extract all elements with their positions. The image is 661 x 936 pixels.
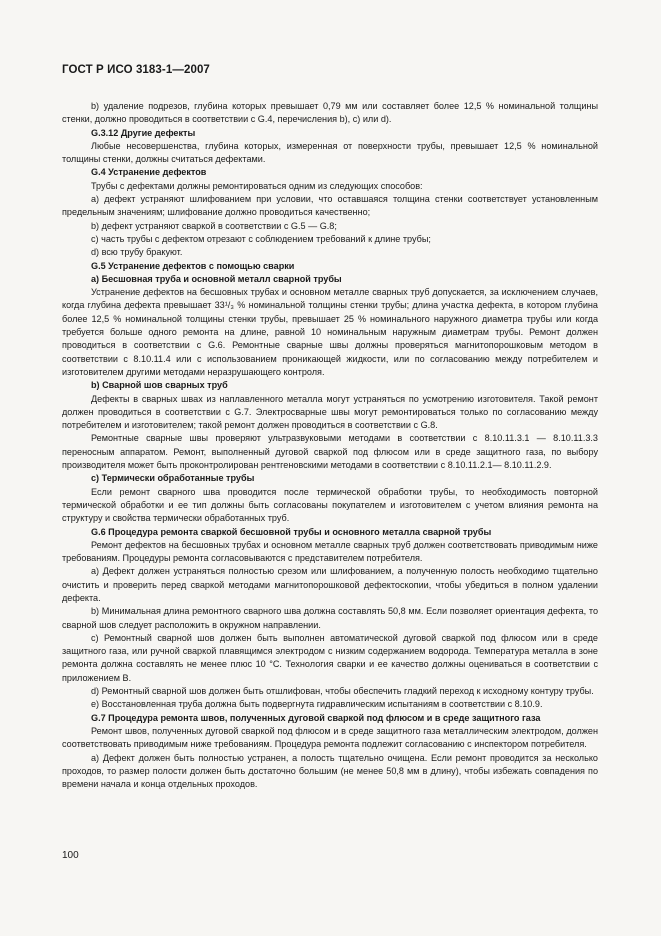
paragraph: b) удаление подрезов, глубина которых превышает 0,79 мм или составляет более 12,5 % номинальной толщины стенки, должно проводиться в соответствии с G.4, перечисления b), c) или d).	[62, 101, 598, 125]
section-heading: b) Сварной шов сварных труб	[91, 380, 228, 391]
paragraph: a) Дефект должен быть полностью устранен, а полость тщательно очищена. Если ремонт проводится за несколько проходов, то размер полости должен быть достаточно большим (не менее 50,8 мм в длину), чтобы избежать совпадения по времени начала и конца отдельных проходов.	[62, 752, 598, 790]
page-number: 100	[62, 850, 79, 861]
paragraph: Трубы с дефектами должны ремонтироваться одним из следующих способов:	[91, 180, 423, 191]
paragraph: Если ремонт сварного шва проводится после термической обработки трубы, то необходимость повторной термической обработки и ее тип должны быть согласованы покупателем и изготовителем с учетом влияния ремонта на структуру и свойства термически обработанных труб.	[62, 486, 598, 524]
paragraph: c) часть трубы с дефектом отрезают с соблюдением требований к длине трубы;	[91, 233, 431, 244]
document-header: ГОСТ Р ИСО 3183-1—2007	[62, 64, 210, 76]
paragraph: d) Ремонтный сварной шов должен быть отшлифован, чтобы обеспечить гладкий переход к исходному контуру трубы.	[91, 686, 594, 697]
paragraph: b) Минимальная длина ремонтного сварного шва должна составлять 50,8 мм. Если позволяет ориентация дефекта, то сварной шов следует расположить в окружном направлении.	[62, 606, 598, 630]
section-heading: G.7 Процедура ремонта швов, полученных дуговой сваркой под флюсом и в среде защитного газа	[91, 712, 541, 723]
document-body	[62, 100, 598, 791]
paragraph: Дефекты в сварных швах из наплавленного металла могут устраняться по усмотрению изготовителя. Такой ремонт должен проводиться в соответствии с G.7. Электросварные швы могут ремонтироваться только по согласованию между потребителем и изготовителем; такой ремонт должен проводиться в соответствии с G.8.	[62, 393, 598, 431]
paragraph: Устранение дефектов на бесшовных трубах и основном металле сварных труб допускается, за исключением случаев, когда глубина дефекта превышает 33¹/₃ % номинальной толщины стенки трубы; длина участка дефекта, в котором глубина более 12,5 % номинальной толщины стенки трубы, превышает 25 % номинального наружного диаметра трубы или когда требуется больше одного ремонта на длине, равной 10 номинальным наружным диаметрам трубы. Ремонт должен проводиться в соответствии с G.6. Ремонтные сварные швы должны проверяться магнитопорошковым методом в соответствии с 8.10.11.4 или с использованием проникающей жидкости, или по согласованию между потребителем и изготовителем другими методами неразрушающего контроля.	[62, 287, 598, 377]
section-heading: c) Термически обработанные трубы	[91, 473, 255, 484]
paragraph: e) Восстановленная труба должна быть подвергнута гидравлическим испытаниям в соответствии с 8.10.9.	[91, 699, 543, 710]
paragraph: a) Дефект должен устраняться полностью срезом или шлифованием, а полученную полость необходимо тщательно очистить и проверить перед сваркой методами магнитопорошковой дефектоскопии, чтобы убедиться в полном удалении дефекта.	[62, 566, 598, 603]
paragraph: c) Ремонтный сварной шов должен быть выполнен автоматической дуговой сваркой под флюсом или в среде защитного газа, или ручной сваркой плавящимся электродом с низким содержанием водорода. Температура металла в зоне ремонта должна составлять не менее плюс 10 °С. Технология сварки и ее качество должны оцениваться в соответствии с приложением B.	[62, 632, 598, 683]
paragraph: d) всю трубу бракуют.	[91, 247, 183, 258]
section-heading: G.4 Устранение дефектов	[91, 167, 207, 178]
paragraph: a) дефект устраняют шлифованием при условии, что оставшаяся толщина стенки соответствует установленным предельным значениям; шлифование должно проводиться качественно;	[62, 194, 598, 218]
paragraph: Ремонт швов, полученных дуговой сваркой под флюсом и в среде защитного газа металлическим электродом, должен соответствовать приводимым ниже требованиям. Процедура ремонта подлежит согласованию с инспектором потребителя.	[62, 725, 598, 750]
section-heading: G.3.12 Другие дефекты	[91, 127, 196, 138]
section-heading: G.5 Устранение дефектов с помощью сварки	[91, 260, 295, 271]
paragraph: Ремонтные сварные швы проверяют ультразвуковыми методами в соответствии с 8.10.11.3.1 — 8.10.11.3.3 переносным аппаратом. Ремонт, выполненный дуговой сваркой под флюсом или в среде защитного газа, по выбору производителя может быть проконтролирован рентгеновскими методами в соответствии с 8.10.11.2.1— 8.10.11.2.9.	[62, 433, 598, 471]
paragraph: Ремонт дефектов на бесшовных трубах и основном металле сварных труб должен соответствовать приводимым ниже требованиям. Процедуры ремонта согласовываются с представителем потребителя.	[62, 539, 598, 564]
paragraph: b) дефект устраняют сваркой в соответствии с G.5 — G.8;	[91, 220, 337, 231]
section-heading: a) Бесшовная труба и основной металл сварной трубы	[91, 273, 342, 284]
paragraph: Любые несовершенства, глубина которых, измеренная от поверхности трубы, превышает 12,5 % номинальной толщины стенки, должны считаться дефектами.	[62, 140, 598, 165]
section-heading: G.6 Процедура ремонта сваркой бесшовной трубы и основного металла сварной трубы	[91, 526, 492, 537]
